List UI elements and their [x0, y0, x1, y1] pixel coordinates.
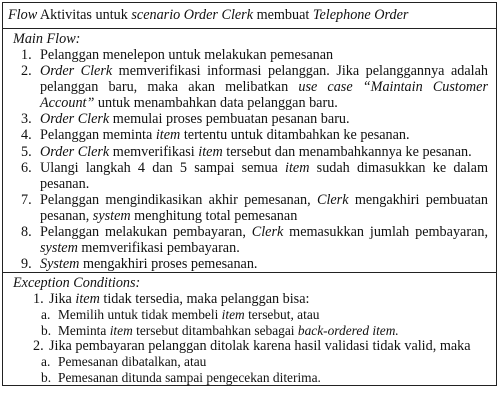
- exception-1-option-b: b. Meminta item tersebut ditambahkan sebagai back-ordered item.: [41, 322, 399, 338]
- exception-2-options: [9, 354, 490, 385]
- exception-list: [9, 291, 490, 385]
- exception-1-option-a: a. Memilih untuk tidak membeli item tersebut, atau: [41, 307, 320, 323]
- main-flow-step-8: 8. Pelanggan melakukan pembayaran, Clerk memasukkan jumlah pembayaran, system memverifikasi pembayaran.: [21, 224, 488, 257]
- exception-1-options: [9, 307, 490, 338]
- exception-item-2: 2. Jika pembayaran pelanggan ditolak karena hasil validasi tidak valid, maka a. Pemesanan dibatalkan, atau b. Pemesanan ditunda sampai pengecekan diterima.: [9, 338, 490, 385]
- exception-item-1: 1. Jika item tidak tersedia, maka pelanggan bisa: a. Memilih untuk tidak membeli item tersebut, atau b. Meminta item tersebut ditambahkan sebagai back-ordered item.: [9, 291, 490, 338]
- main-flow-steps: [9, 47, 490, 272]
- exception-conditions-heading: Exception Conditions:: [13, 275, 141, 292]
- table-title: [3, 3, 496, 29]
- main-flow-step-2: 2. Order Clerk memverifikasi informasi pelanggan. Jika pelanggannya adalah pelanggan baru, maka akan melibatkan use case “Maintain Customer Account” untuk menambahkan data pelanggan baru.: [21, 63, 488, 112]
- exception-2-option-b: b. Pemesanan ditunda sampai pengecekan diterima.: [41, 369, 321, 385]
- main-flow-section: [3, 29, 496, 273]
- main-flow-step-9: 9. System mengakhiri proses pemesanan.: [21, 256, 258, 273]
- main-flow-step-5: 5. Order Clerk memverifikasi item tersebut dan menambahkannya ke pesanan.: [21, 143, 472, 160]
- main-flow-step-7: 7. Pelanggan mengindikasikan akhir pemesanan, Clerk mengakhiri pembuatan pesanan, system menghitung total pemesanan: [21, 191, 488, 224]
- main-flow-step-4: 4. Pelanggan meminta item tertentu untuk ditambahkan ke pesanan.: [21, 127, 410, 144]
- activity-flow-table: [2, 2, 497, 386]
- main-flow-step-6: 6. Ulangi langkah 4 dan 5 sampai semua item sudah dimasukkan ke dalam pesanan.: [21, 159, 488, 192]
- main-flow-step-1: 1. Pelanggan menelepon untuk melakukan pemesanan: [21, 47, 334, 63]
- title-text: Flow Aktivitas untuk scenario Order Clerk membuat Telephone Order: [8, 7, 409, 23]
- main-flow-step-3: 3. Order Clerk memulai proses pembuatan pesanan baru.: [21, 111, 350, 128]
- main-flow-heading: Main Flow:: [13, 31, 81, 47]
- exception-conditions-section: [3, 273, 496, 385]
- exception-2-option-a: a. Pemesanan dibatalkan, atau: [41, 354, 207, 370]
